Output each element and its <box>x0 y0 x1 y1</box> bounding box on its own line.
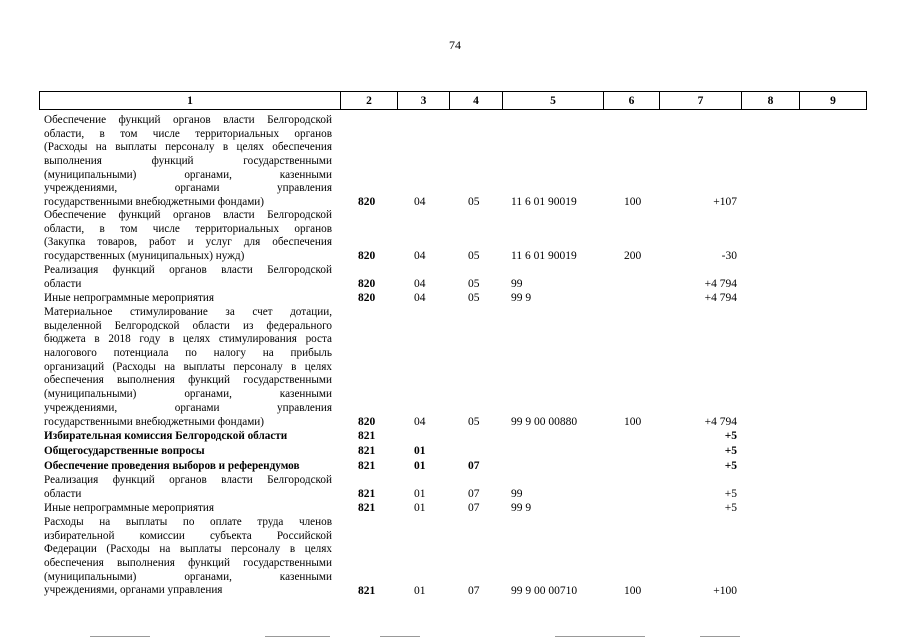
cell-col5: 99 <box>511 487 523 500</box>
cell-col3: 04 <box>414 277 426 290</box>
description-line: Обеспечение функций органов власти Белгородской <box>44 114 332 126</box>
description-line: (муниципальными) органами, казенными <box>44 168 332 181</box>
column-header-1: 1 <box>40 92 341 110</box>
row-description <box>44 502 332 516</box>
cell-col2: 820 <box>358 292 376 304</box>
column-header-5: 5 <box>503 92 604 110</box>
description-line: налогового потенциала по налогу на прибыль <box>44 347 332 360</box>
description-line: Обеспечение функций органов власти Белгородской <box>44 209 332 221</box>
cell-col2: 820 <box>358 277 376 290</box>
cell-col4: 05 <box>468 250 480 263</box>
cell-col4: 07 <box>468 460 480 472</box>
cell-col6: 200 <box>624 250 642 263</box>
cell-col7: +4 794 <box>704 415 737 428</box>
cell-col5: 11 6 01 90019 <box>511 250 577 263</box>
row-description <box>44 209 332 264</box>
description-line: области <box>44 487 82 500</box>
row-description <box>44 306 332 429</box>
cell-col5: 99 9 00 00880 <box>511 415 578 428</box>
description-line: избирательной комиссии субъекта Российской <box>44 529 332 542</box>
description-line: Реализация функций органов власти Белгородской <box>44 264 332 276</box>
row-description <box>44 114 332 210</box>
cell-col7: +5 <box>724 487 737 500</box>
row-description <box>44 460 332 474</box>
cell-col7: +5 <box>724 445 737 457</box>
cell-col4: 05 <box>468 196 480 209</box>
cell-col2: 820 <box>358 196 376 209</box>
cell-col5: 99 <box>511 277 523 290</box>
cell-col4: 05 <box>468 277 480 290</box>
cell-col7: +5 <box>724 430 737 442</box>
column-header-6: 6 <box>604 92 660 110</box>
cell-col7: +107 <box>713 196 737 209</box>
description-line: Обеспечение проведения выборов и референдумов <box>44 460 300 472</box>
page-bottom-edge <box>0 633 905 640</box>
description-line: области, в том числе территориальных органов <box>44 127 332 140</box>
row-description <box>44 430 332 444</box>
cell-col2: 820 <box>358 415 376 428</box>
description-line: области, в том числе территориальных органов <box>44 222 332 235</box>
cell-col7: +5 <box>724 460 737 472</box>
cell-col3: 04 <box>414 196 426 209</box>
column-header-4: 4 <box>450 92 503 110</box>
cell-col2: 821 <box>358 502 376 514</box>
cell-col7: +100 <box>713 584 737 597</box>
cell-col3: 04 <box>414 292 426 304</box>
cell-col7: +4 794 <box>704 277 737 290</box>
description-line: государственных (муниципальных) нужд) <box>44 250 245 263</box>
column-header-2: 2 <box>341 92 398 110</box>
description-line: Иные непрограммные мероприятия <box>44 502 215 514</box>
cell-col3: 01 <box>414 502 426 514</box>
column-header-9: 9 <box>800 92 867 110</box>
cell-col5: 99 9 <box>511 502 532 514</box>
description-line: учреждениями, органами управления <box>44 182 332 195</box>
cell-col2: 821 <box>358 460 376 472</box>
cell-col3: 01 <box>414 487 426 500</box>
description-line: (Закупка товаров, работ и услуг для обеспечения <box>44 236 332 249</box>
row-description <box>44 445 332 459</box>
description-line: Избирательная комиссия Белгородской области <box>44 430 288 442</box>
column-header-8: 8 <box>742 92 800 110</box>
cell-col3: 04 <box>414 415 426 428</box>
column-header-3: 3 <box>398 92 450 110</box>
description-line: обеспечения выполнения функций государственными <box>44 374 332 387</box>
description-line: учреждениями, органами управления <box>44 401 332 414</box>
description-line: Общегосударственные вопросы <box>44 445 205 457</box>
cell-col6: 100 <box>624 415 642 428</box>
description-line: (муниципальными) органами, казенными <box>44 388 332 401</box>
row-description <box>44 474 332 501</box>
description-line: государственными внебюджетными фондами) <box>44 196 265 209</box>
description-line: организаций (Расходы на выплаты персоналу в целях <box>44 360 332 373</box>
description-line: Расходы на выплаты по оплате труда членов <box>44 516 332 528</box>
cell-col5: 11 6 01 90019 <box>511 196 577 209</box>
cell-col6: 100 <box>624 584 642 597</box>
cell-col2: 821 <box>358 584 376 597</box>
description-line: выполнения функций государственными <box>44 155 332 168</box>
cell-col5: 99 9 00 00710 <box>511 584 578 597</box>
column-header-7: 7 <box>660 92 742 110</box>
cell-col7: -30 <box>721 250 737 263</box>
cell-col2: 821 <box>358 445 376 457</box>
cell-col4: 07 <box>468 584 480 597</box>
cell-col4: 05 <box>468 292 480 304</box>
description-line: бюджета в 2018 году в целях стимулирования роста <box>44 333 332 346</box>
description-line: Реализация функций органов власти Белгородской <box>44 474 332 486</box>
description-line: Материальное стимулирование за счет дотации, <box>44 306 332 318</box>
cell-col4: 07 <box>468 502 480 514</box>
cell-col2: 821 <box>358 487 376 500</box>
row-description <box>44 516 332 598</box>
row-description <box>44 292 332 306</box>
cell-col4: 05 <box>468 415 480 428</box>
cell-col7: +5 <box>724 502 737 514</box>
description-line: обеспечения выполнения функций государственными <box>44 557 332 570</box>
description-line: выделенной Белгородской области из федерального <box>44 319 332 332</box>
description-line: области <box>44 277 82 290</box>
page-number: 74 <box>449 38 461 52</box>
description-line: учреждениями, органами управления <box>44 584 223 597</box>
description-line: Иные непрограммные мероприятия <box>44 292 215 304</box>
cell-col3: 01 <box>414 584 426 597</box>
description-line: (муниципальными) органами, казенными <box>44 570 332 583</box>
cell-col6: 100 <box>624 196 642 209</box>
row-description <box>44 264 332 291</box>
cell-col2: 821 <box>358 430 376 442</box>
cell-col5: 99 9 <box>511 292 532 304</box>
description-line: (Расходы на выплаты персоналу в целях обеспечения <box>44 141 332 154</box>
cell-col3: 01 <box>414 445 426 457</box>
cell-col3: 01 <box>414 460 426 472</box>
description-line: Федерации (Расходы на выплаты персоналу в целях <box>44 543 332 556</box>
description-line: государственными внебюджетными фондами) <box>44 415 265 428</box>
cell-col7: +4 794 <box>704 292 737 304</box>
cell-col2: 820 <box>358 250 376 263</box>
cell-col3: 04 <box>414 250 426 263</box>
cell-col4: 07 <box>468 487 480 500</box>
